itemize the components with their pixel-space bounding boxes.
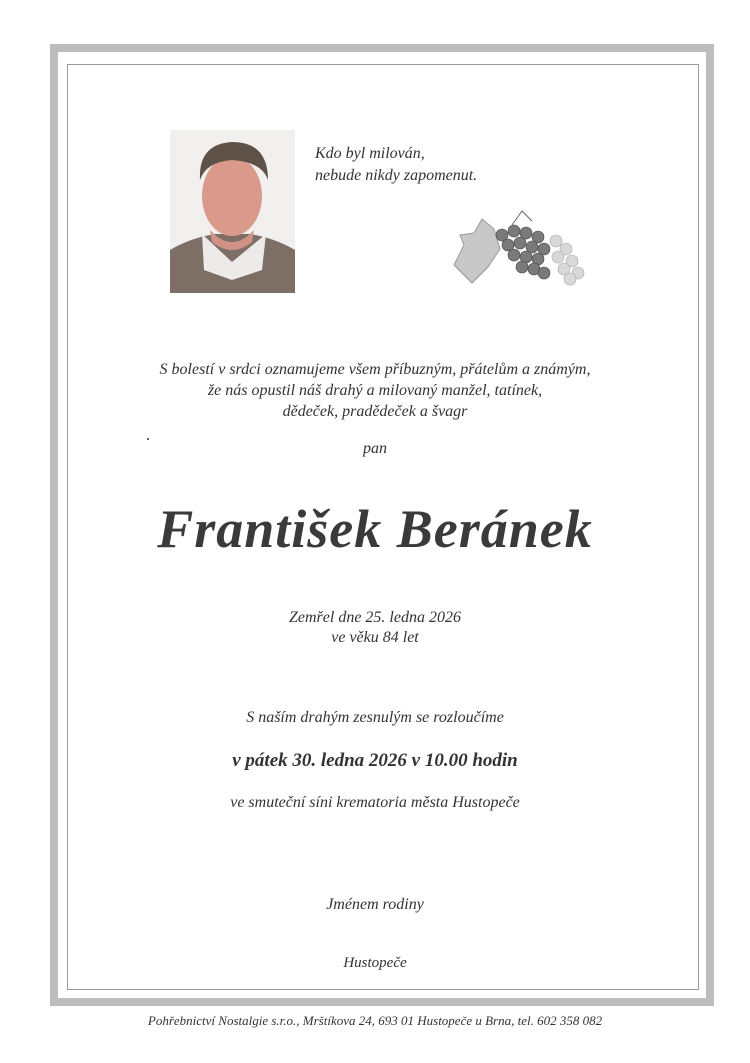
death-info <box>0 608 750 648</box>
memorial-quote <box>315 143 477 187</box>
announcement <box>0 359 750 422</box>
funeral-place: ve smuteční síni krematoria města Hustopeče <box>230 794 520 811</box>
salutation: pan <box>363 440 387 457</box>
quote-line-2: nebude nikdy zapomenut. <box>315 167 478 184</box>
announcement-line-2: že nás opustil náš drahý a milovaný manžel, tatínek, <box>207 382 543 399</box>
grapes-illustration <box>452 205 594 291</box>
farewell-intro: S naším drahým zesnulým se rozloučíme <box>246 709 504 726</box>
announcement-line-3: dědeček, pradědeček a švagr <box>282 403 468 420</box>
town: Hustopeče <box>343 955 407 971</box>
quote-line-1: Kdo byl milován, <box>315 145 425 162</box>
funeral-datetime: v pátek 30. ledna 2026 v 10.00 hodin <box>232 750 518 771</box>
funeral-home-footer: Pohřebnictví Nostalgie s.r.o., Mrštíkova 24, 693 01 Hustopeče u Brna, tel. 602 358 082 <box>147 1013 603 1028</box>
signature: Jménem rodiny <box>326 896 424 913</box>
portrait-photo <box>170 130 295 293</box>
deceased-name: František Beránek <box>157 499 593 559</box>
death-date: Zemřel dne 25. ledna 2026 <box>289 609 461 626</box>
announcement-line-1: S bolestí v srdci oznamujeme všem příbuzným, přátelům a známým, <box>159 361 591 378</box>
age: ve věku 84 let <box>331 629 419 646</box>
